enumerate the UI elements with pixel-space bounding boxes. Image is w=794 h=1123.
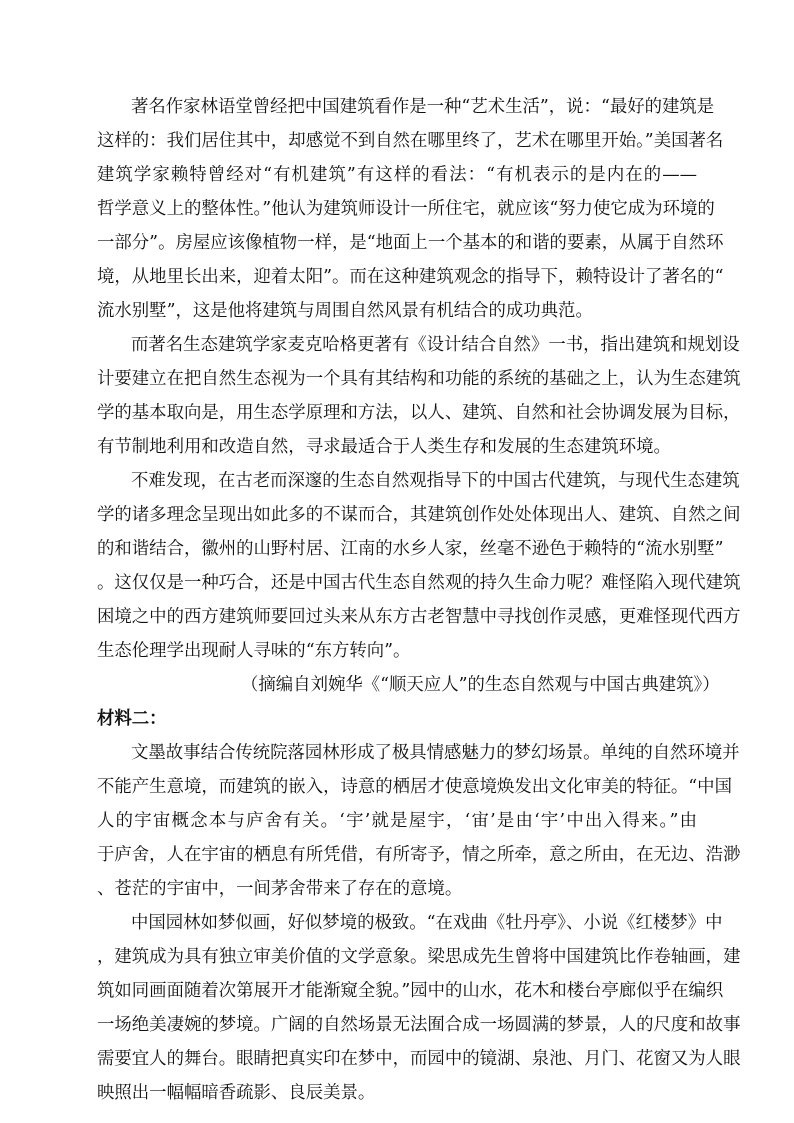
paragraph-line: 。这仅仅是一种巧合，还是中国古代生态自然观的持久生命力呢？难怪陷入现代建筑 xyxy=(97,573,741,593)
paragraph-line: 一部分”。房屋应该像植物一样，是“地面上一个基本的和谐的要素，从属于自然环 xyxy=(97,233,724,253)
section-heading: 材料二： xyxy=(97,709,167,729)
paragraph-line: 学的基本取向是，用生态学原理和方法，以人、建筑、自然和社会协调发展为目标， xyxy=(97,403,741,423)
source-citation: （摘编自刘婉华《“顺天应人”的生态自然观与中国古典建筑》） xyxy=(241,675,720,695)
paragraph-line: 著名作家林语堂曾经把中国建筑看作是一种“艺术生活”，说：“最好的建筑是 xyxy=(131,97,715,117)
paragraph-line: 于庐舍，人在宇宙的栖息有所凭借，有所寄予，情之所牵，意之所由，在无边、浩渺 xyxy=(97,845,741,865)
paragraph-line: 流水别墅”，这是他将建筑与周围自然风景有机结合的成功典范。 xyxy=(97,301,593,321)
paragraph-line: 哲学意义上的整体性。”他认为建筑师设计一所住宅，就应该“努力使它成为环境的 xyxy=(97,199,715,219)
paragraph-line: 困境之中的西方建筑师要回过头来从东方古老智慧中寻找创作灵感，更难怪现代西方 xyxy=(97,607,741,627)
paragraph-line: 不难发现，在古老而深邃的生态自然观指导下的中国古代建筑，与现代生态建筑 xyxy=(131,471,740,491)
paragraph-line: 文墨故事结合传统院落园林形成了极具情感魅力的梦幻场景。单纯的自然环境并 xyxy=(131,743,740,763)
paragraph-line: 建筑学家赖特曾经对“有机建筑”有这样的看法：“有机表示的是内在的—— xyxy=(97,165,697,185)
paragraph-line: 不能产生意境，而建筑的嵌入，诗意的栖居才使意境焕发出文化审美的特征。“中国 xyxy=(97,777,732,797)
paragraph-line: 这样的：我们居住其中，却感觉不到自然在哪里终了，艺术在哪里开始。”美国著名 xyxy=(97,131,724,151)
paragraph-line: 一场绝美凄婉的梦境。广阔的自然场景无法囿合成一场圆满的梦景，人的尺度和故事 xyxy=(97,1015,741,1035)
paragraph-line: 需要宜人的舞台。眼睛把真实印在梦中，而园中的镜湖、泉池、月门、花窗又为人眼 xyxy=(97,1049,741,1069)
paragraph-line: 而著名生态建筑学家麦克哈格更著有《设计结合自然》一书，指出建筑和规划设 xyxy=(131,335,740,355)
paragraph-line: 有节制地利用和改造自然，寻求最适合于人类生存和发展的生态建筑环境。 xyxy=(97,437,671,457)
paragraph-line: 境，从地里长出来，迎着太阳”。而在这种建筑观念的指导下，赖特设计了著名的“ xyxy=(97,267,724,287)
paragraph-line: 学的诸多理念呈现出如此多的不谋而合，其建筑创作处处体现出人、建筑、自然之间 xyxy=(97,505,741,525)
paragraph-line: 筑如同画面随着次第展开才能渐窥全貌。”园中的山水，花木和楼台亭廊似乎在编织 xyxy=(97,981,724,1001)
paragraph-line: 人的宇宙概念本与庐舍有关。‘宇’就是屋宇，‘宙’是由‘宇’中出入得来。”由 xyxy=(97,811,697,831)
paragraph-line: 计要建立在把自然生态视为一个具有其结构和功能的系统的基础之上，认为生态建筑 xyxy=(97,369,741,389)
paragraph-line: 、苍茫的宇宙中，一间茅舍带来了存在的意境。 xyxy=(97,879,463,899)
paragraph-line: 生态伦理学出现耐人寻味的“东方转向”。 xyxy=(97,641,411,661)
paragraph-line: ，建筑成为具有独立审美价值的文学意象。梁思成先生曾将中国建筑比作卷轴画，建 xyxy=(97,947,741,967)
paragraph-line: 的和谐结合，徽州的山野村居、江南的水乡人家，丝毫不逊色于赖特的“流水别墅” xyxy=(97,539,724,559)
paragraph-line: 中国园林如梦似画，好似梦境的极致。“在戏曲《牡丹亭》、小说《红楼梦》中 xyxy=(131,913,723,933)
paragraph-line: 映照出一幅幅暗香疏影、良辰美景。 xyxy=(97,1083,376,1103)
